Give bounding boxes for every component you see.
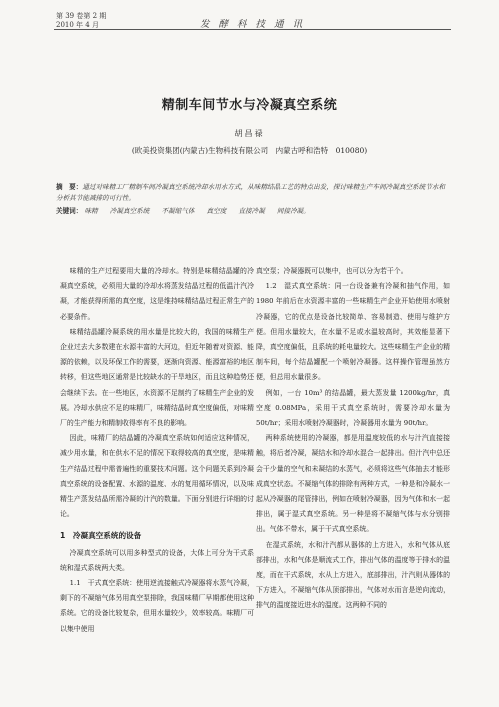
keyword: 直接冷凝 [238, 207, 265, 215]
abstract-label: 摘 要： [56, 183, 83, 191]
paragraph: 1.1 干式真空系统：使用逆流接触式冷凝器将水蒸气冷凝，剩下的不凝缩气体另用真空泵排除，我国味精厂早期都使用这种系统。它的设备比较复杂，但用水量较少，效率较高。味精厂可以集中使用 [60, 579, 254, 633]
paragraph: 味精结晶罐冷凝系统的用水量是比较大的，我国的味精生产企业过去大多数建在水源丰富的大河边，但近年随着对资源、能源的依赖，以及环保工作的需要，逐渐向资源、能源富裕的地区转移，但这些地区通常是比较缺水的干旱地区，而且这种趋势还会继续下去。在一些地区，水资源不足制约了味精生产企业的发展。冷却水供应不足的味精厂，味精结晶时真空度偏低，对味精厂的生产能力和精制收得率有不良的影响。 [60, 327, 254, 428]
keyword: 真空度 [206, 207, 227, 215]
keyword: 冷凝真空系统 [109, 207, 150, 215]
keywords [56, 206, 451, 217]
author-affiliation: (欧美投资集团(内蒙古)生物科技有限公司 内蒙古呼和浩特 010080) [131, 146, 368, 155]
keyword: 间接冷凝。 [276, 207, 310, 215]
body-column-right [256, 264, 450, 614]
keyword: 味精 [84, 207, 98, 215]
journal-name: 发 酵 科 技 通 讯 [200, 19, 306, 30]
paragraph: 味精的生产过程要用大量的冷却水。特别是味精结晶罐的冷凝真空系统，必须用大量的冷却水将蒸发结晶过程的低温汁汽冷凝，才能获得所需的真空度，这是维持味精结晶过程正常生产的必要条件。 [60, 267, 254, 321]
issue-date: 2010 年 4 月 [56, 21, 99, 29]
paragraph: 在湿式系统，水和汁汽都从器体的上方进入，水和气体从底部排出，水和气体是顺流式工作，排出气体的温度等于排水的温度，而在干式系统，水从上方进入，底部排出，汁汽则从器体的下方进入，不凝缩气体从顶部排出，气体对水而言是逆向流动，排气的温度接近进水的温度。这两种不同的 [256, 540, 450, 610]
section-heading: 1 冷凝真空系统的设备 [60, 531, 142, 541]
paragraph: 因此，味精厂的结晶罐的冷凝真空系统如何适应这种情况，减少用水量，和在供水不足的情况下取得较高的真空度，是味精生产结晶过程中需普遍性的重要技术问题。这个问题关系到冷凝真空系统的设备配置、水源的温度、水的复用循环情况，以及味精生产蒸发结晶所需冷凝的汁汽的数量。下面分别进行详细的讨论。 [60, 434, 254, 519]
header-rule [54, 29, 451, 30]
keywords-label: 关键词： [56, 207, 83, 215]
article-author: 胡昌禄 [234, 129, 265, 138]
paragraph: 真空泵；冷凝器既可以集中，也可以分为若干个。 [256, 267, 408, 275]
article-title: 精制车间节水与冷凝真空系统 [161, 98, 338, 113]
paragraph: 两种系统使用的冷凝器，都是用温度较低的水与汁汽直接接触，将后者冷凝，凝结水和冷却水混合一起排出。但汁汽中总还会干少量的空气和未凝结的水蒸气，必须将这些气体抽去才能形成真空状态。不凝缩气体的排除有两种方式，一种是和冷凝水一起从冷凝器的尾管排出，例如在喷射冷凝器，因为气体和水一起排出，属于湿式真空系统。另一种是将不凝缩气体与水分别排出。气体不带水，属于干式真空系统。 [256, 434, 450, 534]
running-header-issue [56, 12, 106, 30]
abstract-text: 通过对味精工厂精制车间冷凝真空系统冷却水用水方式，从味精结晶工艺的特点出发，探讨味精生产车间冷凝真空系统节水和分析其节能减排的可行性。 [56, 183, 446, 202]
paragraph: 1.2 湿式真空系统：同一台设备兼有冷凝和抽气作用，如 1980 年前后在水资源丰富的一些味精生产企业开始使用水喷射冷凝器，它的优点是设备比较简单、容易制造、使用与维护方便。但用水量较大，在水量不足或水温较高时，其效能显著下降，真空度偏低，且系统的耗电量较大。这些味精生产企业的精制车间，每个结晶罐配一个喷射冷凝器。这样操作管理虽然方便，但总用水量很多。 [256, 282, 450, 382]
keyword: 不凝缩气体 [161, 207, 195, 215]
body-column-left [60, 264, 254, 637]
abstract [56, 182, 451, 204]
paragraph: 例如，一台 10m³ 的结晶罐，最大蒸发量 1200kg/hr，真空度 0.08MPa，采用干式真空系统时，需要冷却水量为 50t/hr；采用水喷射冷凝器时，冷凝器用水量为 90t/hr。 [256, 388, 450, 428]
paragraph: 冷凝真空系统可以用多种型式的设备，大体上可分为干式系统和湿式系统两大类。 [60, 548, 254, 572]
volume-issue: 第 39 卷第 2 期 [56, 12, 107, 20]
